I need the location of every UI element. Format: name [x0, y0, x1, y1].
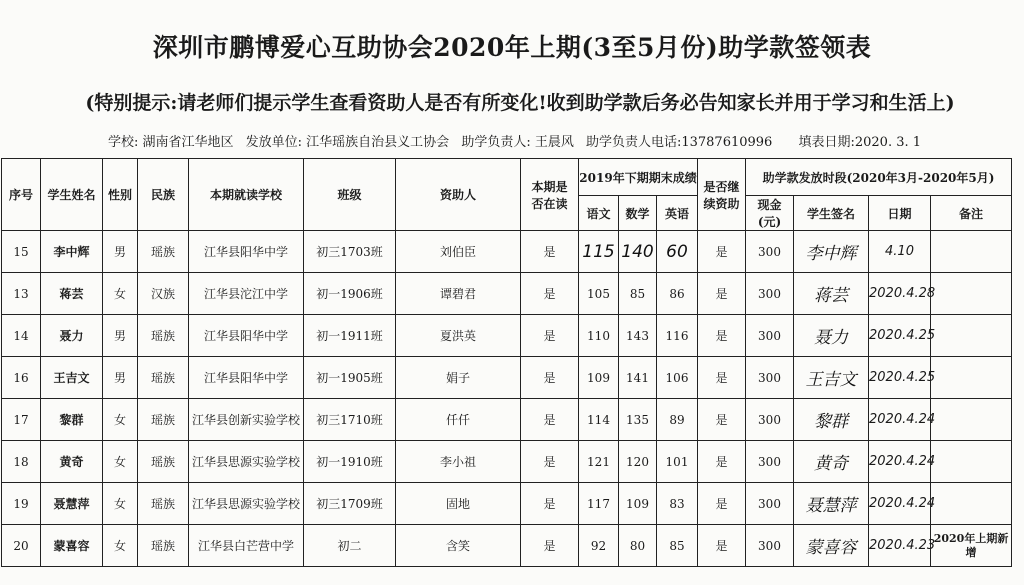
cell-math: 80 — [619, 525, 657, 567]
cell-seq: 20 — [2, 525, 41, 567]
cell-signature: 黎群 — [794, 399, 869, 441]
cell-class: 初三1710班 — [304, 399, 396, 441]
header-scores-group: 2019年下期期末成绩 — [579, 159, 698, 196]
cell-seq: 19 — [2, 483, 41, 525]
cell-ethnicity: 瑶族 — [138, 357, 189, 399]
cell-enrolled: 是 — [521, 231, 579, 273]
cell-chinese: 115 — [579, 231, 619, 273]
cell-math: 141 — [619, 357, 657, 399]
cell-math: 120 — [619, 441, 657, 483]
cell-cash: 300 — [746, 273, 794, 315]
cell-chinese: 109 — [579, 357, 619, 399]
info-fill-date: 填表日期:2020. 3. 1 — [798, 135, 922, 150]
header-school: 本期就读学校 — [189, 159, 304, 231]
cell-gender: 男 — [103, 357, 138, 399]
cell-chinese: 114 — [579, 399, 619, 441]
cell-cash: 300 — [746, 231, 794, 273]
header-class: 班级 — [304, 159, 396, 231]
header-continue: 是否继续资助 — [698, 159, 746, 231]
cell-date: 2020.4.24 — [869, 483, 931, 525]
header-gender: 性别 — [103, 159, 138, 231]
cell-remark — [931, 315, 1012, 357]
cell-date: 2020.4.28 — [869, 273, 931, 315]
cell-sponsor: 谭碧君 — [396, 273, 521, 315]
cell-continue: 是 — [698, 315, 746, 357]
cell-seq: 13 — [2, 273, 41, 315]
cell-ethnicity: 瑶族 — [138, 399, 189, 441]
cell-school: 江华县阳华中学 — [189, 231, 304, 273]
cell-continue: 是 — [698, 483, 746, 525]
cell-ethnicity: 瑶族 — [138, 315, 189, 357]
cell-name: 李中辉 — [41, 231, 103, 273]
header-name: 学生姓名 — [41, 159, 103, 231]
cell-math: 135 — [619, 399, 657, 441]
cell-math: 143 — [619, 315, 657, 357]
cell-continue: 是 — [698, 441, 746, 483]
cell-math: 109 — [619, 483, 657, 525]
cell-name: 王吉文 — [41, 357, 103, 399]
cell-enrolled: 是 — [521, 357, 579, 399]
cell-enrolled: 是 — [521, 483, 579, 525]
cell-gender: 男 — [103, 231, 138, 273]
cell-continue: 是 — [698, 231, 746, 273]
table-row — [2, 525, 1012, 567]
cell-cash: 300 — [746, 525, 794, 567]
cell-sponsor: 娟子 — [396, 357, 521, 399]
cell-date: 2020.4.24 — [869, 399, 931, 441]
cell-english: 89 — [657, 399, 698, 441]
cell-remark — [931, 441, 1012, 483]
cell-math: 85 — [619, 273, 657, 315]
cell-school: 江华县思源实验学校 — [189, 483, 304, 525]
cell-school: 江华县阳华中学 — [189, 315, 304, 357]
cell-sponsor: 含笑 — [396, 525, 521, 567]
cell-school: 江华县创新实验学校 — [189, 399, 304, 441]
cell-english: 116 — [657, 315, 698, 357]
cell-signature: 王吉文 — [794, 357, 869, 399]
cell-class: 初三1709班 — [304, 483, 396, 525]
header-payment-group: 助学款发放时段(2020年3月-2020年5月) — [746, 159, 1012, 196]
cell-english: 85 — [657, 525, 698, 567]
cell-name: 聂力 — [41, 315, 103, 357]
table-row — [2, 315, 1012, 357]
cell-class: 初一1910班 — [304, 441, 396, 483]
cell-enrolled: 是 — [521, 399, 579, 441]
cell-remark: 2020年上期新增 — [931, 525, 1012, 567]
cell-continue: 是 — [698, 399, 746, 441]
cell-chinese: 121 — [579, 441, 619, 483]
cell-cash: 300 — [746, 315, 794, 357]
header-sponsor: 资助人 — [396, 159, 521, 231]
cell-seq: 14 — [2, 315, 41, 357]
cell-sponsor: 固地 — [396, 483, 521, 525]
header-date: 日期 — [869, 196, 931, 231]
header-ethnicity: 民族 — [138, 159, 189, 231]
cell-class: 初三1703班 — [304, 231, 396, 273]
cell-seq: 17 — [2, 399, 41, 441]
header-seq: 序号 — [2, 159, 41, 231]
cell-sponsor: 刘伯臣 — [396, 231, 521, 273]
cell-english: 101 — [657, 441, 698, 483]
cell-gender: 女 — [103, 483, 138, 525]
cell-date: 2020.4.25 — [869, 315, 931, 357]
cell-remark — [931, 399, 1012, 441]
cell-sponsor: 仟仟 — [396, 399, 521, 441]
header-enrolled: 本期是否在读 — [521, 159, 579, 231]
info-school: 学校: 湖南省江华地区 — [108, 135, 234, 150]
cell-ethnicity: 瑶族 — [138, 525, 189, 567]
cell-class: 初二 — [304, 525, 396, 567]
cell-sponsor: 夏洪英 — [396, 315, 521, 357]
cell-english: 106 — [657, 357, 698, 399]
cell-date: 2020.4.23 — [869, 525, 931, 567]
cell-continue: 是 — [698, 273, 746, 315]
cell-remark — [931, 483, 1012, 525]
info-manager: 助学负责人: 王晨风 — [461, 135, 574, 150]
cell-ethnicity: 瑶族 — [138, 441, 189, 483]
table-row — [2, 399, 1012, 441]
cell-name: 蒙喜容 — [41, 525, 103, 567]
header-remark: 备注 — [931, 196, 1012, 231]
cell-class: 初一1906班 — [304, 273, 396, 315]
info-line — [108, 131, 929, 150]
cell-ethnicity: 汉族 — [138, 273, 189, 315]
cell-enrolled: 是 — [521, 315, 579, 357]
table-row — [2, 231, 1012, 273]
cell-continue: 是 — [698, 525, 746, 567]
cell-continue: 是 — [698, 357, 746, 399]
cell-date: 2020.4.24 — [869, 441, 931, 483]
cell-name: 黎群 — [41, 399, 103, 441]
cell-math: 140 — [619, 231, 657, 273]
cell-seq: 16 — [2, 357, 41, 399]
cell-gender: 女 — [103, 273, 138, 315]
cell-chinese: 105 — [579, 273, 619, 315]
cell-sponsor: 李小祖 — [396, 441, 521, 483]
cell-english: 86 — [657, 273, 698, 315]
cell-enrolled: 是 — [521, 273, 579, 315]
cell-name: 黄奇 — [41, 441, 103, 483]
cell-name: 聂慧萍 — [41, 483, 103, 525]
cell-gender: 女 — [103, 441, 138, 483]
header-chinese: 语文 — [579, 196, 619, 231]
cell-signature: 李中辉 — [794, 231, 869, 273]
cell-chinese: 92 — [579, 525, 619, 567]
cell-cash: 300 — [746, 483, 794, 525]
cell-name: 蒋芸 — [41, 273, 103, 315]
header-math: 数学 — [619, 196, 657, 231]
document-title: 深圳市鹏博爱心互助协会2020年上期(3至5月份)助学款签领表 — [152, 33, 872, 62]
cell-seq: 15 — [2, 231, 41, 273]
header-signature: 学生签名 — [794, 196, 869, 231]
cell-gender: 女 — [103, 525, 138, 567]
cell-school: 江华县沱江中学 — [189, 273, 304, 315]
cell-signature: 聂力 — [794, 315, 869, 357]
cell-class: 初一1911班 — [304, 315, 396, 357]
info-phone: 助学负责人电话:13787610996 — [585, 135, 773, 150]
cell-signature: 蒙喜容 — [794, 525, 869, 567]
cell-ethnicity: 瑶族 — [138, 483, 189, 525]
cell-english: 83 — [657, 483, 698, 525]
cell-remark — [931, 273, 1012, 315]
scholarship-sign-table — [1, 158, 1012, 567]
cell-signature: 黄奇 — [794, 441, 869, 483]
cell-remark — [931, 357, 1012, 399]
cell-english: 60 — [657, 231, 698, 273]
header-english: 英语 — [657, 196, 698, 231]
cell-signature: 蒋芸 — [794, 273, 869, 315]
info-issuer: 发放单位: 江华瑶族自治县义工协会 — [245, 135, 450, 150]
special-notice: (特别提示:请老师们提示学生查看资助人是否有所变化!收到助学款后务必告知家长并用于学习和生活上) — [85, 92, 955, 114]
cell-gender: 女 — [103, 399, 138, 441]
table-row — [2, 273, 1012, 315]
cell-school: 江华县白芒营中学 — [189, 525, 304, 567]
cell-class: 初一1905班 — [304, 357, 396, 399]
cell-seq: 18 — [2, 441, 41, 483]
table-row — [2, 441, 1012, 483]
cell-signature: 聂慧萍 — [794, 483, 869, 525]
cell-date: 2020.4.25 — [869, 357, 931, 399]
cell-school: 江华县思源实验学校 — [189, 441, 304, 483]
cell-ethnicity: 瑶族 — [138, 231, 189, 273]
cell-remark — [931, 231, 1012, 273]
cell-date: 4.10 — [869, 231, 931, 273]
cell-enrolled: 是 — [521, 525, 579, 567]
cell-school: 江华县阳华中学 — [189, 357, 304, 399]
cell-chinese: 117 — [579, 483, 619, 525]
table-row — [2, 483, 1012, 525]
cell-cash: 300 — [746, 441, 794, 483]
cell-cash: 300 — [746, 399, 794, 441]
cell-enrolled: 是 — [521, 441, 579, 483]
header-cash: 现金(元) — [746, 196, 794, 231]
cell-gender: 男 — [103, 315, 138, 357]
cell-chinese: 110 — [579, 315, 619, 357]
table-row — [2, 357, 1012, 399]
cell-cash: 300 — [746, 357, 794, 399]
